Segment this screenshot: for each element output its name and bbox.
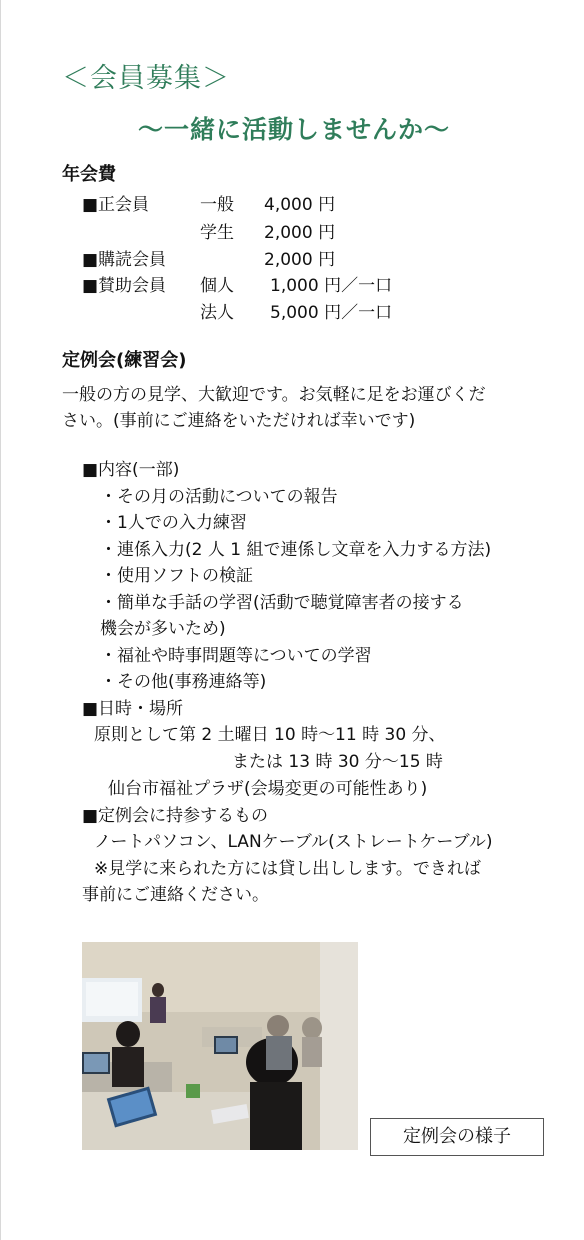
bring-note: ※見学に来られた方には貸し出しします。できれば: [94, 859, 481, 879]
content-item: ・その月の活動についての報告: [100, 487, 338, 507]
fee-category: ■賛助会員: [82, 276, 167, 296]
meeting-intro: さい。(事前にご連絡をいただければ幸いです): [62, 411, 416, 431]
schedule-line: 原則として第 2 土曜日 10 時～11 時 30 分、: [94, 725, 446, 745]
fee-type: 一般: [200, 195, 234, 215]
content-item: ・その他(事務連絡等): [100, 672, 267, 692]
fee-category: ■購読会員: [82, 250, 167, 270]
meeting-intro: 一般の方の見学、大歓迎です。お気軽に足をお運びくだ: [62, 385, 486, 405]
fees-heading: 年会費: [62, 164, 116, 185]
fee-amount: 2,000 円: [264, 223, 336, 243]
page-border: [0, 0, 1, 1240]
bring-heading: ■定例会に持参するもの: [82, 806, 269, 826]
content-item: 機会が多いため): [100, 619, 226, 639]
bring-note: 事前にご連絡ください。: [82, 885, 269, 905]
meeting-photo-illustration: [82, 942, 358, 1150]
fee-type: 個人: [200, 276, 234, 296]
fee-amount: 5,000 円／一口: [270, 303, 393, 323]
fee-amount: 4,000 円: [264, 195, 336, 215]
meeting-heading: 定例会(練習会): [62, 350, 187, 371]
content-item: ・連係入力(2 人 1 組で連係し文章を入力する方法): [100, 540, 492, 560]
fee-category: ■正会員: [82, 195, 150, 215]
content-item: ・福祉や時事問題等についての学習: [100, 646, 372, 666]
schedule-heading: ■日時・場所: [82, 699, 184, 719]
fee-amount: 1,000 円／一口: [270, 276, 393, 296]
fee-amount: 2,000 円: [264, 250, 336, 270]
schedule-line: または 13 時 30 分～15 時: [232, 752, 443, 772]
page-subtitle: ～一緒に活動しませんか～: [138, 115, 451, 144]
content-item: ・簡単な手話の学習(活動で聴覚障害者の接する: [100, 593, 464, 613]
fee-type: 学生: [200, 223, 234, 243]
content-item: ・1人での入力練習: [100, 513, 247, 533]
meeting-photo: [82, 942, 358, 1150]
page-title: ＜会員募集＞: [62, 63, 230, 94]
content-item: ・使用ソフトの検証: [100, 566, 253, 586]
content-heading: ■内容(一部): [82, 460, 180, 480]
fee-type: 法人: [200, 303, 234, 323]
photo-caption: 定例会の様子: [370, 1118, 544, 1156]
bring-line: ノートパソコン、LANケーブル(ストレートケーブル): [94, 832, 493, 852]
venue-line: 仙台市福祉プラザ(会場変更の可能性あり): [108, 779, 428, 799]
